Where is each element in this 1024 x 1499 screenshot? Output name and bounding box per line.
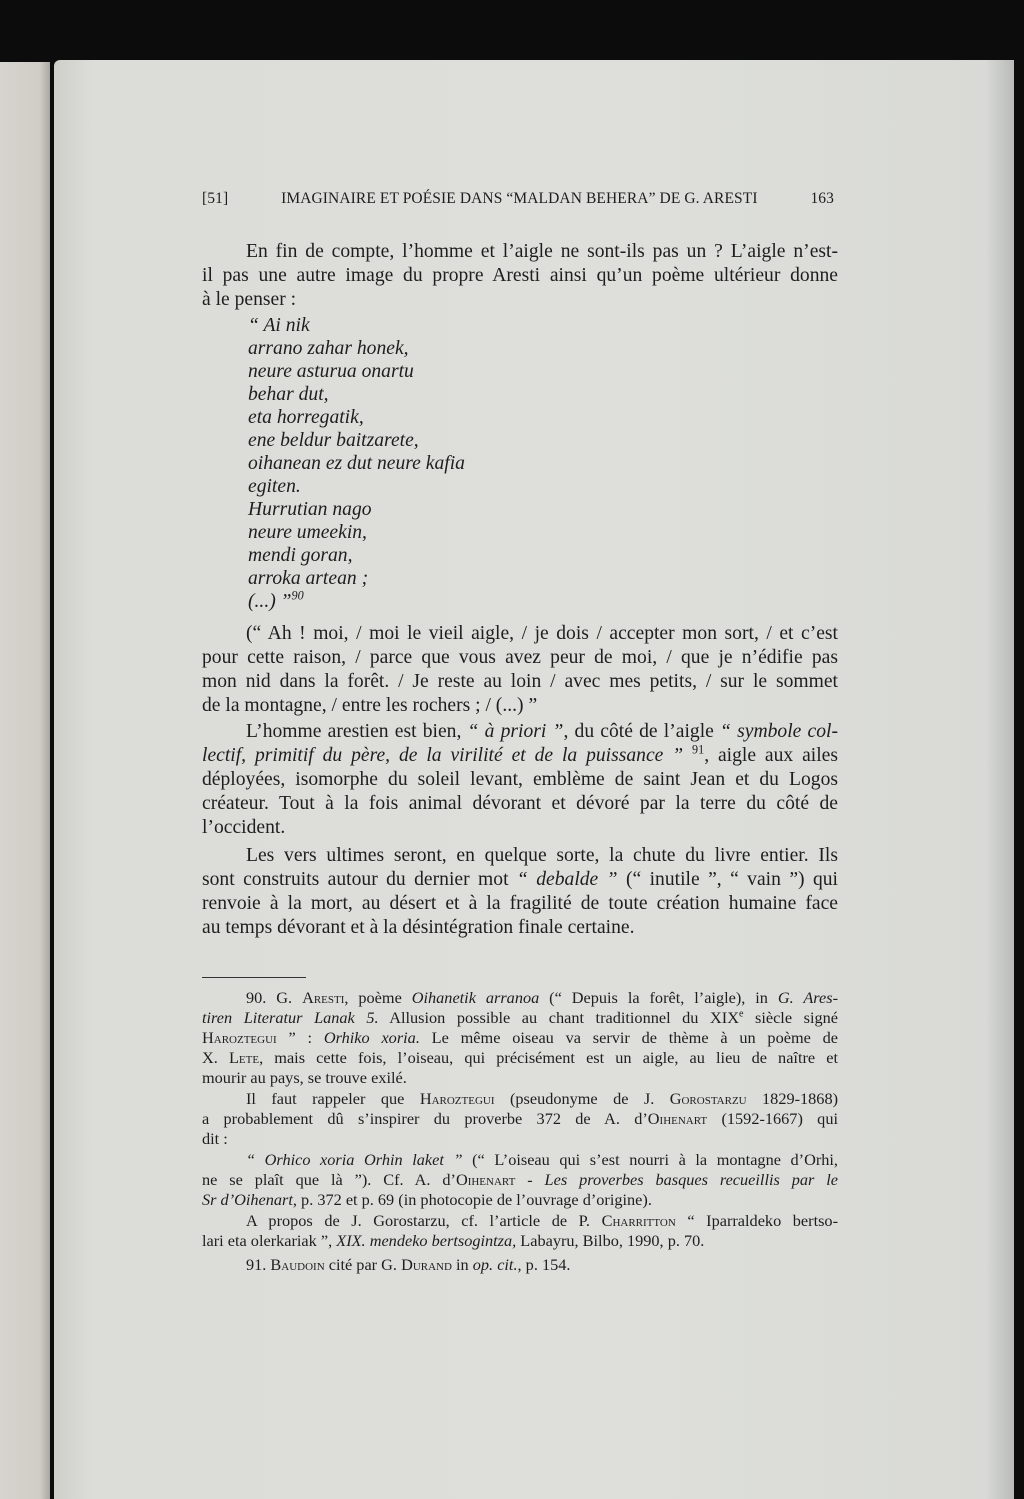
text-run: ene beldur baitzarete, — [248, 430, 419, 451]
text-line — [202, 868, 838, 892]
text-line — [248, 544, 838, 567]
text-run: il pas une autre image du propre Aresti ainsi qu’un poème ultérieur donne — [202, 265, 838, 286]
text-run: (“ Ah ! moi, / moi le vieil aigle, / je dois / accepter mon sort, / et c’est — [246, 623, 838, 644]
header-section-number: [51] — [202, 190, 229, 207]
text-line — [202, 1150, 838, 1170]
text-run: neure umeekin, — [248, 522, 367, 543]
text-run: pour cette raison, / parce que vous avez peur de moi, / que je n’édifie pas — [202, 647, 838, 668]
footnote-90 — [202, 988, 838, 1088]
text-run: Sr d’Oihenart — [202, 1190, 293, 1209]
footnote-reference: e — [738, 1008, 744, 1020]
footnote-separator — [202, 977, 306, 978]
text-run: “ Iparraldeko bertso- — [675, 1211, 838, 1230]
text-line — [248, 337, 838, 360]
text-line — [202, 1109, 838, 1129]
text-run: Oihanetik arranoa — [411, 988, 540, 1007]
text-run: 90. G. — [246, 988, 303, 1007]
text-run: Baudoin — [270, 1255, 325, 1274]
facing-page-edge — [0, 62, 50, 1499]
text-run: (pseudonyme de J. — [494, 1089, 670, 1108]
text-run: Aresti — [302, 988, 345, 1007]
text-run: 91. — [246, 1255, 271, 1274]
text-run: au temps dévorant et à la désintégration finale certaine. — [202, 917, 635, 938]
paragraph-translation — [202, 622, 838, 718]
text-line — [202, 720, 838, 744]
text-line — [202, 988, 838, 1008]
text-run: Charritton — [601, 1211, 676, 1230]
text-run: sont construits autour du dernier mot — [202, 869, 517, 890]
paragraph-1 — [202, 240, 838, 312]
text-run: Le même oiseau va servir de thème à un poème de — [419, 1028, 838, 1047]
text-line — [248, 590, 838, 613]
text-run: behar dut, — [248, 384, 329, 405]
text-line — [202, 1048, 838, 1068]
text-line — [202, 240, 838, 264]
text-line — [248, 383, 838, 406]
text-line — [202, 792, 838, 816]
footnote-reference: 90 — [291, 588, 304, 603]
text-run: Haroztegui — [419, 1089, 495, 1108]
text-line — [202, 646, 838, 670]
text-line — [248, 475, 838, 498]
text-run: Gorostarzu — [669, 1089, 747, 1108]
text-run: Il faut rappeler que — [246, 1089, 420, 1108]
text-run: En fin de compte, l’homme et l’aigle ne sont-ils pas un ? L’aigle n’est- — [246, 241, 838, 262]
text-run: eta horregatik, — [248, 407, 364, 428]
text-line — [248, 567, 838, 590]
text-line — [202, 1190, 838, 1210]
text-run: (...) ” — [248, 591, 292, 612]
text-run: lectif, primitif du père, de la virilité et de la puissance ” — [202, 745, 684, 766]
footnote-reference: 91 — [692, 742, 705, 757]
running-header — [202, 190, 834, 208]
text-line — [202, 892, 838, 916]
text-run: , p. 154. — [517, 1255, 571, 1274]
text-run: , aigle aux ailes — [704, 745, 839, 766]
text-run: “ Orhico xoria Orhin laket ” — [246, 1150, 463, 1169]
text-line — [202, 916, 838, 940]
text-line — [202, 1008, 838, 1028]
text-run: (“ inutile ”, “ vain ”) qui — [617, 869, 838, 890]
text-run: oihanean ez dut neure kafia — [248, 453, 465, 474]
text-run: tiren Literatur Lanak 5. — [202, 1008, 379, 1027]
text-line — [202, 1028, 838, 1048]
text-run: op. cit. — [472, 1255, 518, 1274]
text-run: (1592-1667) qui — [707, 1109, 838, 1128]
text-run: Labayru, Bilbo, 1990, p. 70. — [516, 1231, 705, 1250]
paragraph-3 — [202, 720, 838, 840]
text-run: Hurrutian nago — [248, 499, 372, 520]
text-line — [202, 1068, 838, 1088]
text-run: , mais cette fois, l’oiseau, qui précisément est un aigle, au lieu de naître et — [259, 1048, 838, 1067]
text-run: G. Ares- — [777, 988, 839, 1007]
text-run: Haroztegui — [202, 1028, 277, 1047]
text-run: egiten. — [248, 476, 301, 497]
footnote-90-proverb — [202, 1150, 838, 1210]
text-run: - — [515, 1170, 545, 1189]
text-line — [202, 1170, 838, 1190]
text-run: Orhiko xoria. — [323, 1028, 420, 1047]
text-line — [202, 264, 838, 288]
footnote-91 — [202, 1255, 838, 1275]
text-line — [248, 360, 838, 383]
text-line — [202, 768, 838, 792]
text-run: créateur. Tout à la fois animal dévorant et dévoré par la terre du côté de — [202, 793, 838, 814]
text-run: arroka artean ; — [248, 568, 369, 589]
text-run: , poème — [344, 988, 412, 1007]
text-run: ne se plaît que là ”). Cf. A. d’ — [202, 1170, 456, 1189]
text-run: à le penser : — [202, 289, 297, 310]
text-run: déployées, isomorphe du soleil levant, emblème de saint Jean et du Logos — [202, 769, 838, 790]
text-run: “ Ai nik — [248, 315, 310, 336]
text-run: L’homme arestien est bien, — [246, 721, 468, 742]
text-run: cité par G. — [324, 1255, 402, 1274]
text-line — [248, 452, 838, 475]
text-run: Les proverbes basques recueillis par le — [544, 1170, 839, 1189]
text-run: arrano zahar honek, — [248, 338, 409, 359]
footnote-90-reference — [202, 1211, 838, 1251]
text-run: XIX. mendeko bertsogintza, — [336, 1231, 517, 1250]
text-run: renvoie à la mort, au désert et à la fragilité de toute création humaine face — [202, 893, 838, 914]
text-line — [248, 521, 838, 544]
text-line — [202, 1231, 838, 1251]
text-run: neure asturua onartu — [248, 361, 414, 382]
text-line — [248, 429, 838, 452]
text-line — [202, 288, 838, 312]
text-line — [202, 1255, 838, 1275]
text-line — [202, 816, 838, 840]
text-line — [202, 844, 838, 868]
text-run: siècle signé — [743, 1008, 838, 1027]
text-run: mendi goran, — [248, 545, 353, 566]
text-run: in — [451, 1255, 473, 1274]
text-run: “ debalde ” — [516, 869, 618, 890]
text-run: Les vers ultimes seront, en quelque sorte, la chute du livre entier. Ils — [246, 845, 838, 866]
text-run: Allusion possible au chant traditionnel du XIX — [378, 1008, 739, 1027]
text-run: a probablement dû s’inspirer du proverbe 372 de A. d’ — [202, 1109, 648, 1128]
text-line — [248, 314, 838, 337]
text-run: Lete — [228, 1048, 260, 1067]
text-run: (“ L’oiseau qui s’est nourri à la montagne d’Orhi, — [462, 1150, 838, 1169]
text-run: ” : — [276, 1028, 324, 1047]
page-number: 163 — [810, 190, 834, 207]
poem-quotation — [248, 314, 838, 613]
text-line — [202, 1089, 838, 1109]
text-run: (“ Depuis la forêt, l’aigle), in — [539, 988, 778, 1007]
footnote-90-continuation — [202, 1089, 838, 1149]
text-line — [248, 406, 838, 429]
text-line — [202, 744, 838, 768]
text-run: lari eta olerkariak ”, — [202, 1231, 337, 1250]
text-run: X. — [202, 1048, 229, 1067]
text-run: mourir au pays, se trouve exilé. — [202, 1068, 407, 1087]
text-run: A propos de J. Gorostarzu, cf. l’article de P. — [246, 1211, 602, 1230]
text-line — [202, 670, 838, 694]
text-line — [248, 498, 838, 521]
text-run: dit : — [202, 1129, 228, 1148]
text-run: Oihenart — [647, 1109, 708, 1128]
text-run: “ symbole col- — [720, 721, 838, 742]
text-run: Oihenart — [455, 1170, 516, 1189]
text-run: , du côté de l’aigle — [563, 721, 721, 742]
text-run: de la montagne, / entre les rochers ; / (...) ” — [202, 695, 538, 716]
text-run: mon nid dans la forêt. / Je reste au loin / avec mes petits, / sur le sommet — [202, 671, 838, 692]
text-run — [683, 745, 692, 766]
text-line — [202, 1211, 838, 1231]
text-run: 1829-1868) — [746, 1089, 839, 1108]
text-run: Durand — [401, 1255, 452, 1274]
text-run: , p. 372 et p. 69 (in photocopie de l’ouvrage d’origine). — [292, 1190, 652, 1209]
text-run: “ à priori ” — [467, 721, 564, 742]
text-line — [202, 694, 838, 718]
text-run: l’occident. — [202, 817, 286, 838]
paragraph-4 — [202, 844, 838, 940]
text-line — [202, 1129, 838, 1149]
header-title: IMAGINAIRE ET POÉSIE DANS “MALDAN BEHERA” DE G. ARESTI — [281, 190, 758, 207]
text-line — [202, 622, 838, 646]
